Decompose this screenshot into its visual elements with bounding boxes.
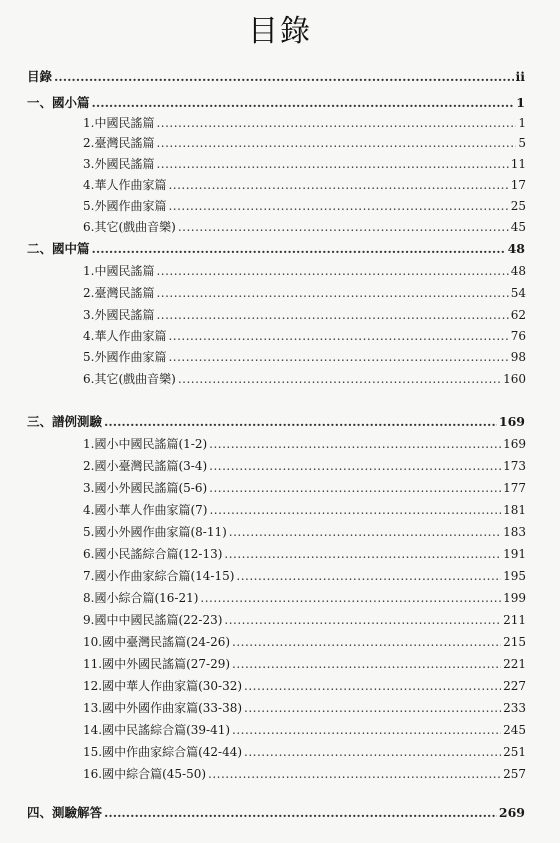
dot-leader — [200, 589, 501, 607]
toc-entry — [83, 611, 526, 629]
toc-label: 2.國小臺灣民謠篇(3-4) — [83, 459, 208, 473]
toc-label: 3.外國民謠篇 — [83, 308, 155, 322]
toc-entry — [83, 262, 526, 280]
dot-leader — [229, 523, 501, 541]
toc-entry — [83, 743, 526, 761]
toc-page-number: 25 — [510, 199, 526, 213]
dot-leader — [156, 284, 508, 302]
dot-leader — [168, 197, 508, 215]
toc-entry — [83, 765, 526, 783]
toc-section — [27, 240, 525, 258]
toc-entry — [83, 435, 526, 453]
dot-leader — [168, 348, 508, 366]
toc-page-number: 257 — [503, 767, 526, 781]
toc-entry — [83, 501, 526, 519]
dot-leader — [178, 370, 501, 388]
toc-page-number: 215 — [503, 635, 526, 649]
toc-label: 2.臺灣民謠篇 — [83, 136, 155, 150]
dot-leader — [244, 743, 501, 761]
toc-page-number: 191 — [503, 547, 526, 561]
dot-leader — [209, 479, 501, 497]
toc-entry — [83, 523, 526, 541]
dot-leader — [208, 765, 501, 783]
toc-label: 1.中國民謠篇 — [83, 264, 155, 278]
toc-entry — [83, 134, 526, 152]
toc-page-number: 169 — [503, 437, 526, 451]
toc-label: 3.國小外國民謠篇(5-6) — [83, 481, 208, 495]
toc-page-number: 11 — [510, 157, 526, 171]
toc-page-number: 98 — [510, 350, 526, 364]
toc-label: 10.國中臺灣民謠篇(24-26) — [83, 635, 231, 649]
dot-leader — [92, 240, 506, 258]
toc-page-number: 169 — [498, 414, 525, 429]
dot-leader — [92, 94, 515, 112]
toc-entry — [83, 479, 526, 497]
toc-label: 一、國小篇 — [27, 95, 90, 110]
toc-label: 6.其它(戲曲音樂) — [83, 372, 176, 386]
toc-entry — [83, 370, 526, 388]
toc-entry — [83, 327, 526, 345]
toc-label: 目錄 — [27, 69, 53, 84]
dot-leader — [232, 655, 501, 673]
toc-entry — [83, 721, 526, 739]
toc-label: 7.國小作曲家綜合篇(14-15) — [83, 569, 235, 583]
toc-page-number: 45 — [510, 220, 526, 234]
dot-leader — [54, 68, 513, 86]
toc-entry — [83, 197, 526, 215]
toc-entry — [83, 348, 526, 366]
dot-leader — [156, 155, 508, 173]
toc-page-number: 221 — [503, 657, 526, 671]
toc-page-number: 233 — [503, 701, 526, 715]
dot-leader — [236, 567, 501, 585]
page-title: 目錄 — [248, 14, 312, 49]
toc-label: 4.國小華人作曲家篇(7) — [83, 503, 208, 517]
toc-entry — [83, 567, 526, 585]
toc-label: 5.外國作曲家篇 — [83, 199, 167, 213]
toc-page-number: 160 — [503, 372, 526, 386]
toc-label: 11.國中外國民謠篇(27-29) — [83, 657, 231, 671]
toc-page-number: 269 — [498, 805, 525, 820]
toc-section — [27, 68, 525, 86]
toc-label: 四、測驗解答 — [27, 805, 103, 820]
toc-label: 1.國小中國民謠篇(1-2) — [83, 437, 208, 451]
toc-entry — [83, 655, 526, 673]
toc-page-number: 195 — [503, 569, 526, 583]
dot-leader — [168, 176, 508, 194]
toc-page-number: 199 — [503, 591, 526, 605]
toc-entry — [83, 589, 526, 607]
toc-label: 6.其它(戲曲音樂) — [83, 220, 176, 234]
toc-entry — [83, 306, 526, 324]
toc-entry — [83, 155, 526, 173]
dot-leader — [232, 633, 501, 651]
toc-page-number: 1 — [516, 95, 525, 110]
dot-leader — [209, 435, 501, 453]
toc-label: 6.國小民謠綜合篇(12-13) — [83, 547, 223, 561]
toc-label: 14.國中民謠綜合篇(39-41) — [83, 723, 231, 737]
toc-page-number: 54 — [510, 286, 526, 300]
toc-label: 3.外國民謠篇 — [83, 157, 155, 171]
toc-label: 二、國中篇 — [27, 241, 90, 256]
toc-page-number: 62 — [510, 308, 526, 322]
toc-page-number: 177 — [503, 481, 526, 495]
dot-leader — [232, 721, 501, 739]
toc-label: 8.國小綜合篇(16-21) — [83, 591, 199, 605]
dot-leader — [104, 804, 497, 822]
toc-entry — [83, 176, 526, 194]
toc-page-number: 245 — [503, 723, 526, 737]
dot-leader — [156, 306, 508, 324]
toc-page-number: ii — [515, 69, 525, 84]
toc-entry — [83, 545, 526, 563]
toc-page-number: 76 — [510, 329, 526, 343]
toc-label: 9.國中中國民謠篇(22-23) — [83, 613, 223, 627]
toc-page-number: 1 — [518, 116, 526, 130]
toc-page-number: 173 — [503, 459, 526, 473]
toc-section — [27, 413, 525, 431]
toc-page-number: 211 — [503, 613, 526, 627]
dot-leader — [178, 218, 509, 236]
dot-leader — [156, 134, 516, 152]
toc-label: 5.國小外國作曲家篇(8-11) — [83, 525, 227, 539]
toc-entry — [83, 284, 526, 302]
dot-leader — [244, 677, 501, 695]
dot-leader — [209, 501, 501, 519]
dot-leader — [156, 262, 508, 280]
toc-label: 5.外國作曲家篇 — [83, 350, 167, 364]
toc-entry — [83, 218, 526, 236]
toc-label: 1.中國民謠篇 — [83, 116, 155, 130]
toc-page-number: 183 — [503, 525, 526, 539]
toc-page-number: 17 — [510, 178, 526, 192]
dot-leader — [104, 413, 497, 431]
toc-page-number: 251 — [503, 745, 526, 759]
toc-entry — [83, 457, 526, 475]
toc-page-number: 48 — [510, 264, 526, 278]
toc-label: 12.國中華人作曲家篇(30-32) — [83, 679, 243, 693]
dot-leader — [244, 699, 501, 717]
dot-leader — [156, 114, 516, 132]
toc-page-number: 5 — [518, 136, 526, 150]
dot-leader — [209, 457, 501, 475]
toc-label: 三、譜例測驗 — [27, 414, 103, 429]
toc-label: 4.華人作曲家篇 — [83, 329, 167, 343]
toc-page-number: 181 — [503, 503, 526, 517]
dot-leader — [168, 327, 508, 345]
toc-label: 15.國中作曲家綜合篇(42-44) — [83, 745, 243, 759]
toc-page-number: 48 — [507, 241, 525, 256]
toc-page-number: 227 — [503, 679, 526, 693]
toc-entry — [83, 114, 526, 132]
dot-leader — [224, 611, 501, 629]
toc-entry — [83, 633, 526, 651]
toc-section — [27, 804, 525, 822]
toc-label: 2.臺灣民謠篇 — [83, 286, 155, 300]
toc-section — [27, 94, 525, 112]
toc-entry — [83, 699, 526, 717]
toc-label: 13.國中外國作曲家篇(33-38) — [83, 701, 243, 715]
toc-label: 16.國中綜合篇(45-50) — [83, 767, 207, 781]
toc-entry — [83, 677, 526, 695]
toc-label: 4.華人作曲家篇 — [83, 178, 167, 192]
dot-leader — [224, 545, 501, 563]
